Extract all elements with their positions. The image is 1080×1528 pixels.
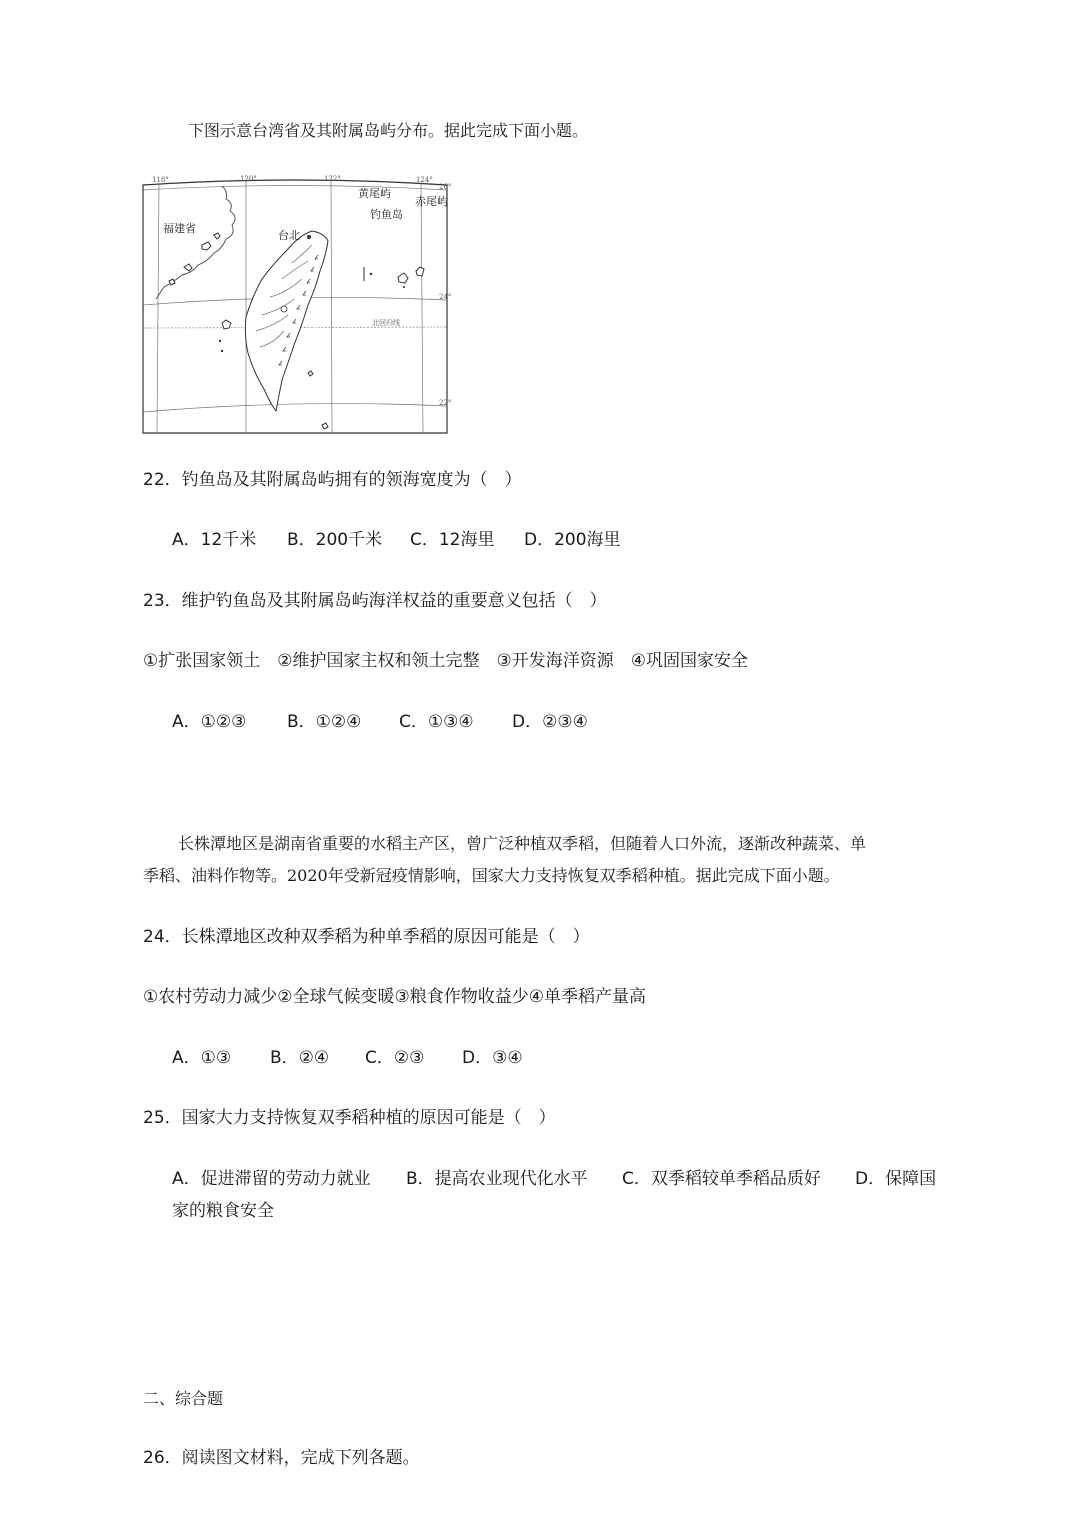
q25-option-d-continued: 家的粮食安全 — [172, 1201, 274, 1221]
q24-option-d: D．③④ — [462, 1048, 523, 1068]
island-fujian-2 — [184, 264, 192, 271]
penghu-dot-2 — [221, 350, 223, 352]
q22-option-c: C．12海里 — [410, 530, 495, 550]
tick-122: 122° — [324, 175, 341, 183]
q25-option-d: D．保障国 — [855, 1169, 937, 1189]
question-25-stem: 25．国家大力支持恢复双季稻种植的原因可能是（ ） — [143, 1108, 556, 1128]
taiwan-map — [142, 175, 452, 437]
q24-option-a: A．①③ — [172, 1048, 232, 1068]
q25-option-a: A．促进滞留的劳动力就业 — [172, 1169, 371, 1189]
tick-124: 124° — [416, 176, 433, 184]
intro-changzhutan-line2: 季稻、油料作物等。2020年受新冠疫情影响，国家大力支持恢复双季稻种植。据此完成下面小题。 — [143, 866, 840, 885]
question-22-stem: 22．钓鱼岛及其附属岛屿拥有的领海宽度为（ ） — [143, 470, 522, 490]
taiwan-map-svg — [142, 175, 452, 437]
label-taibei: 台北 — [278, 229, 300, 242]
question-26-stem: 26．阅读图文材料，完成下列各题。 — [143, 1448, 420, 1468]
section-heading-comprehensive: 二、综合题 — [143, 1389, 224, 1408]
fujian-coastline — [156, 186, 235, 299]
q22-option-d: D．200海里 — [524, 530, 621, 550]
parallel-22 — [143, 404, 447, 412]
islet-dot — [403, 286, 405, 288]
meridian-124 — [421, 182, 423, 433]
small-island-dot — [370, 273, 372, 275]
q23-option-d: D．②③④ — [512, 712, 588, 732]
intro-changzhutan-line1: 长株潭地区是湖南省重要的水稻主产区，曾广泛种植双季稻，但随着人口外流，逐渐改种蔬菜、单 — [178, 834, 867, 853]
q25-option-b: B．提高农业现代化水平 — [406, 1169, 588, 1189]
question-24-stem: 24．长株潭地区改种双季稻为种单季稻的原因可能是（ ） — [143, 927, 590, 947]
q24-items: ①农村劳动力减少②全球气候变暖③粮食作物收益少④单季稻产量高 — [143, 987, 646, 1007]
q22-option-a: A．12千米 — [172, 530, 257, 550]
q24-option-c: C．②③ — [365, 1048, 425, 1068]
tick-24: 24° — [439, 293, 452, 301]
huangwei-islet-shape — [398, 273, 408, 283]
tick-120: 120° — [240, 175, 257, 183]
label-huangwei: 黄尾屿 — [358, 187, 391, 200]
tick-118: 118° — [152, 176, 169, 184]
penghu-islands — [222, 320, 231, 329]
meridian-122 — [331, 179, 332, 433]
q22-option-b: B．200千米 — [287, 530, 383, 550]
q23-option-c: C．①③④ — [399, 712, 474, 732]
intro-taiwan: 下图示意台湾省及其附属岛屿分布。据此完成下面小题。 — [188, 121, 589, 140]
label-chiwei: 赤尾屿 — [415, 195, 448, 208]
parallel-26 — [143, 186, 447, 191]
lanyu-island — [322, 423, 328, 429]
label-tropic: 北回归线 — [372, 319, 400, 327]
q23-option-b: B．①②④ — [287, 712, 362, 732]
question-23-stem: 23．维护钓鱼岛及其附属岛屿海洋权益的重要意义包括（ ） — [143, 591, 607, 611]
label-fujian: 福建省 — [163, 222, 196, 235]
green-island — [308, 371, 313, 376]
q23-items: ①扩张国家领土 ②维护国家主权和领土完整 ③开发海洋资源 ④巩固国家安全 — [143, 651, 748, 671]
tick-22: 22° — [439, 399, 452, 407]
chiwei-islet-shape — [416, 267, 424, 276]
q23-option-a: A．①②③ — [172, 712, 247, 732]
q24-option-b: B．②④ — [270, 1048, 330, 1068]
label-diaoyu: 钓鱼岛 — [370, 208, 403, 221]
penghu-dot-1 — [219, 340, 221, 342]
q25-option-c: C．双季稻较单季稻品质好 — [622, 1169, 821, 1189]
island-fujian-1 — [202, 242, 211, 250]
meridian-118 — [157, 183, 159, 433]
island-fujian-4 — [214, 233, 220, 239]
taibei-city-dot — [307, 235, 311, 239]
tick-26: 26° — [439, 183, 452, 191]
